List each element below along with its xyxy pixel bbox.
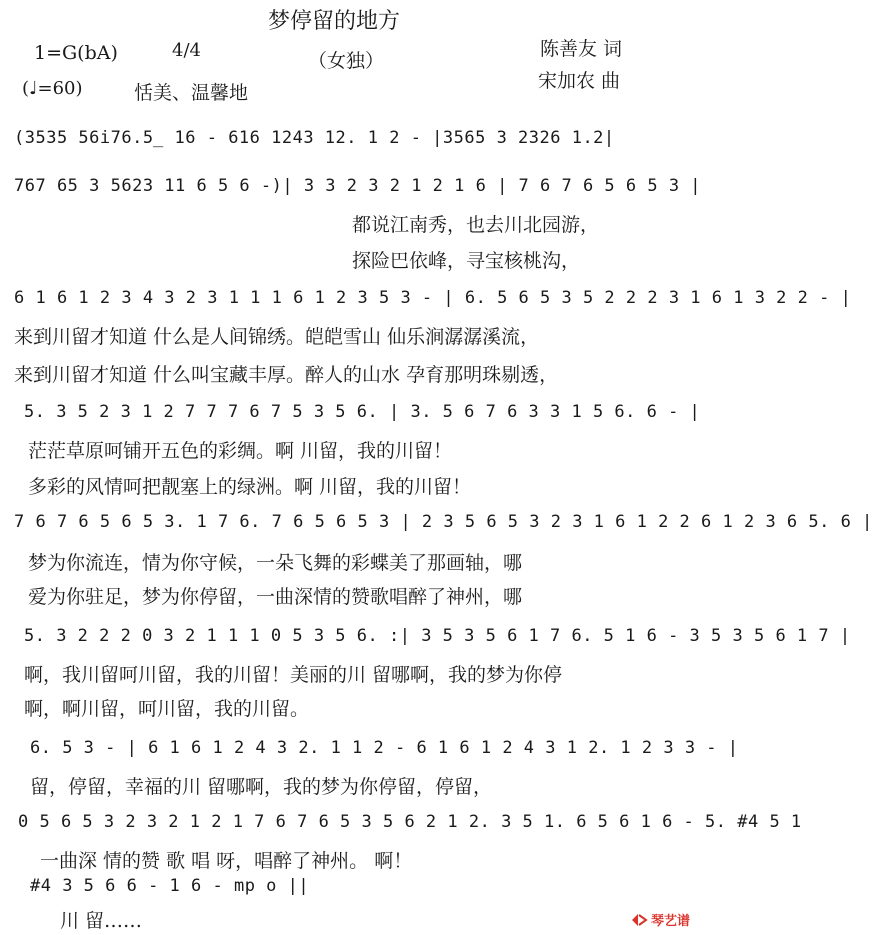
tempo: (♩=60) <box>22 78 83 99</box>
lyric-row: 川 留…… <box>60 910 143 932</box>
lyric-row: 茫茫草原呵铺开五色的彩绸。啊 川留，我的川留！ <box>28 440 453 462</box>
notation-row: 7 6 7 6 5 6 5 3. 1 7 6. 7 6 5 6 5 3 | 2 3 5 6 5 3 2 3 1 6 1 2 2 6 1 2 3 6 5. 6 | <box>14 512 873 532</box>
expression: 恬美、温馨地 <box>134 82 249 104</box>
subtitle: （女独） <box>308 50 385 72</box>
lyric-row: 一曲深 情的赞 歌 唱 呀，唱醉了神州。 啊！ <box>40 850 413 872</box>
notation-row: 5. 3 5 2 3 1 2 7 7 7 6 7 5 3 5 6. | 3. 5 6 7 6 3 3 1 5 6. 6 - | <box>24 402 701 422</box>
watermark-text: 琴艺谱 <box>650 914 690 929</box>
lyric-row: 探险巴依峰，寻宝核桃沟， <box>352 250 581 272</box>
lyric-row: 爱为你驻足，梦为你停留，一曲深情的赞歌唱醉了神州，哪 <box>28 586 523 608</box>
meter: 4/4 <box>172 40 201 61</box>
notation-row: #4 3 5 6 6 - 1 6 - mp o || <box>30 876 310 896</box>
lyric-row: 啊，啊川留，呵川留，我的川留。 <box>24 698 310 720</box>
key-signature: 1=G(bA) <box>34 42 118 64</box>
notation-row: 5. 3 2 2 2 0 3 2 1 1 1 0 5 3 5 6. :| 3 5 3 5 6 1 7 6. 5 1 6 - 3 5 3 5 6 1 7 | <box>24 626 851 646</box>
song-title: 梦停留的地方 <box>268 9 401 34</box>
composer: 宋加农 曲 <box>538 70 621 92</box>
lyric-row: 留，停留，幸福的川 留哪啊，我的梦为你停留，停留， <box>30 776 493 798</box>
watermark <box>630 910 690 929</box>
notation-row: 6. 5 3 - | 6 1 6 1 2 4 3 2. 1 1 2 - 6 1 6 1 2 4 3 1 2. 1 2 3 3 - | <box>30 738 739 758</box>
notation-row: 0 5 6 5 3 2 3 2 1 2 1 7 6 7 6 5 3 5 6 2 1 2. 3 5 1. 6 5 6 1 6 - 5. #4 5 1 <box>18 812 802 832</box>
lyric-row: 梦为你流连，情为你守候，一朵飞舞的彩蝶美了那画轴，哪 <box>28 552 523 574</box>
notation-row: (3535 56i76.5̲ 16 - 616 1243 12. 1 2 - |3565 3 2326 1.2| <box>14 128 615 148</box>
lyricist: 陈善友 词 <box>540 38 623 60</box>
lyric-row: 啊，我川留呵川留，我的川留！美丽的川 留哪啊，我的梦为你停 <box>24 664 563 686</box>
lyric-row: 多彩的风情呵把靓塞上的绿洲。啊 川留，我的川留！ <box>28 476 472 498</box>
notation-row: 6 1 6 1 2 3 4 3 2 3 1 1 1 6 1 2 3 5 3 - | 6. 5 6 5 3 5 2 2 2 3 1 6 1 3 2 2 - | <box>14 288 852 308</box>
lyric-row: 来到川留才知道 什么是人间锦绣。皑皑雪山 仙乐涧潺潺溪流， <box>14 326 540 348</box>
lyric-row: 都说江南秀，也去川北园游， <box>352 214 600 236</box>
notation-row: 767 65 3 5623 11 6 5 6 -)| 3 3 2 3 2 1 2 1 6 | 7 6 7 6 5 6 5 3 | <box>14 176 702 196</box>
watermark-logo-icon <box>630 912 648 928</box>
lyric-row: 来到川留才知道 什么叫宝藏丰厚。醉人的山水 孕育那明珠剔透， <box>14 364 559 386</box>
